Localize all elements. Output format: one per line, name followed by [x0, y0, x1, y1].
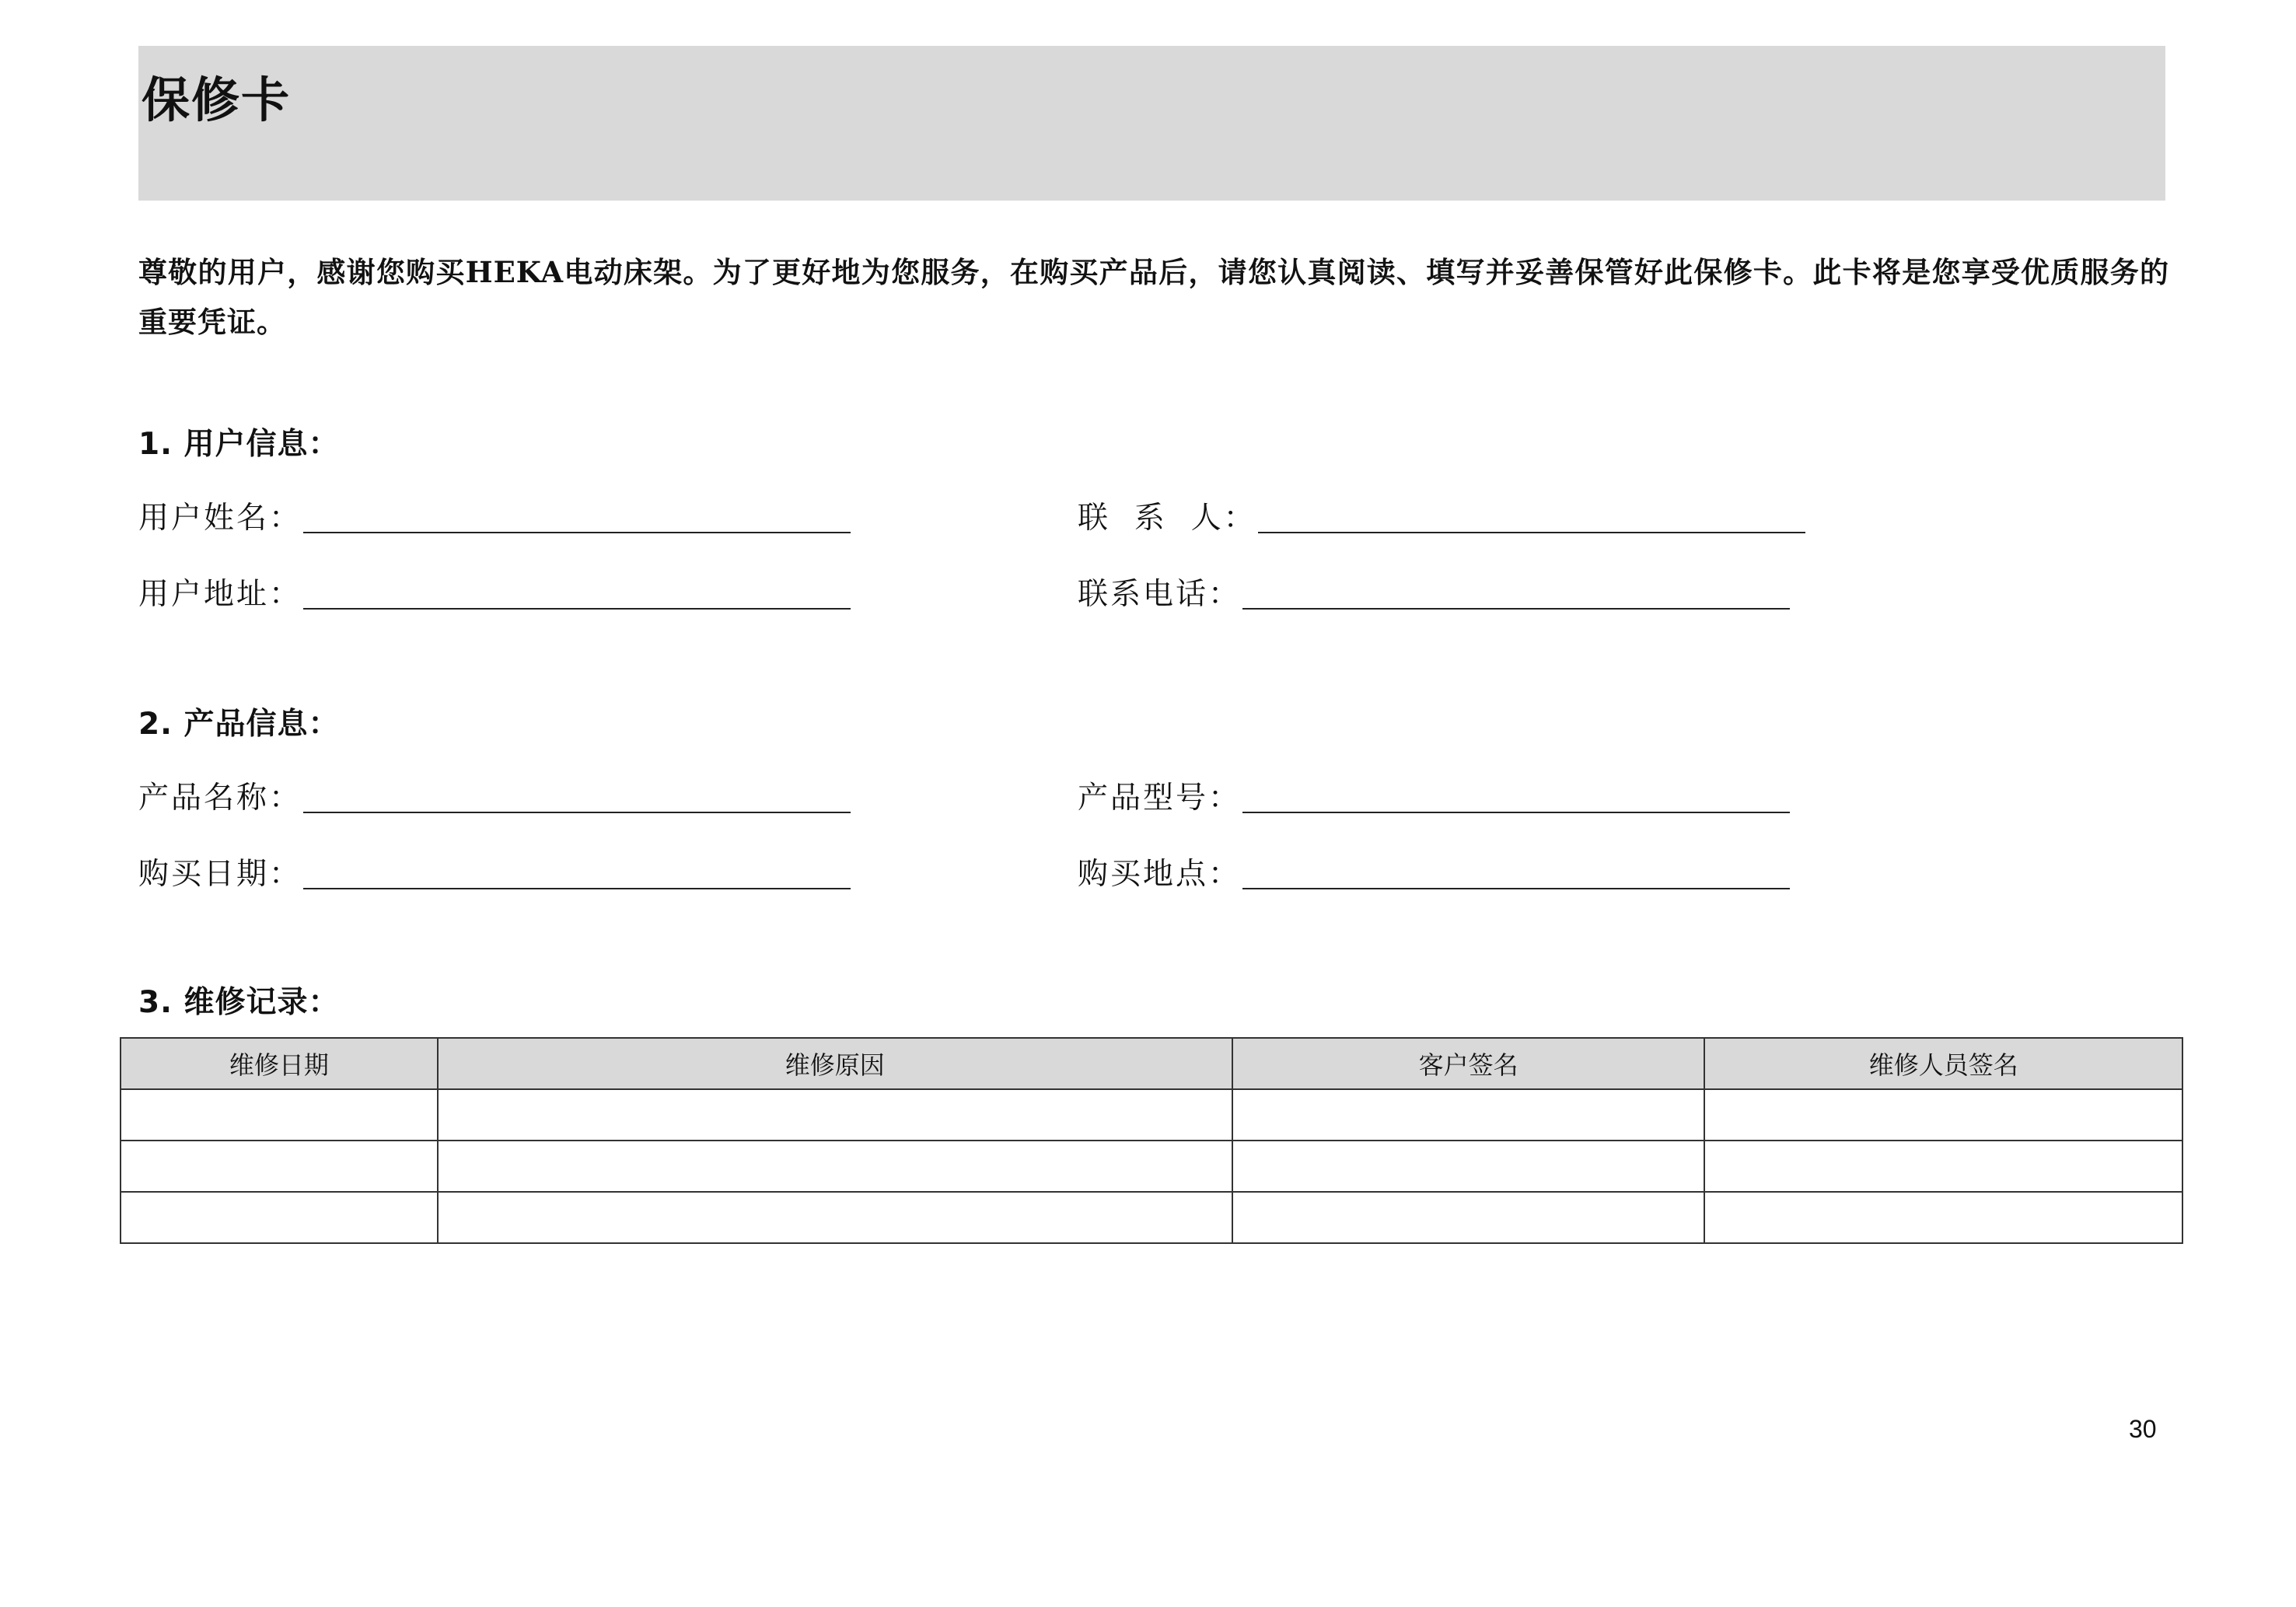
table-cell[interactable]: [1232, 1141, 1705, 1192]
field-purchase-place[interactable]: [1078, 847, 1790, 894]
field-label: 产品名称：: [138, 781, 302, 816]
field-label: 购买日期：: [138, 857, 302, 892]
title-bar: [138, 46, 2165, 201]
field-purchase-date[interactable]: [138, 847, 851, 894]
column-header-customer-signature: 客户签名: [1232, 1038, 1705, 1089]
table-cell[interactable]: [1232, 1192, 1705, 1243]
table-cell[interactable]: [121, 1192, 438, 1243]
table-cell[interactable]: [438, 1192, 1232, 1243]
product-model-input-line[interactable]: [1242, 812, 1790, 813]
column-header-repair-reason: 维修原因: [438, 1038, 1232, 1089]
field-label: 联系电话：: [1078, 577, 1242, 612]
field-user-name[interactable]: [138, 491, 851, 538]
purchase-place-input-line[interactable]: [1242, 888, 1790, 889]
table-header-row: [121, 1038, 2182, 1089]
field-contact-person[interactable]: [1078, 491, 1805, 538]
contact-person-input-line[interactable]: [1258, 532, 1805, 533]
table-cell[interactable]: [121, 1089, 438, 1141]
table-row: [121, 1192, 2182, 1243]
user-name-input-line[interactable]: [303, 532, 851, 533]
page-number: 30: [2129, 1415, 2157, 1443]
table-cell[interactable]: [1704, 1089, 2182, 1141]
field-label: 联 系 人：: [1078, 501, 1256, 536]
table-cell[interactable]: [1704, 1141, 2182, 1192]
section-heading-product-info: 2. 产品信息：: [138, 707, 340, 742]
column-header-repair-date: 维修日期: [121, 1038, 438, 1089]
field-product-model[interactable]: [1078, 771, 1790, 818]
field-label: 产品型号：: [1078, 781, 1242, 816]
table-cell[interactable]: [121, 1141, 438, 1192]
intro-paragraph: 尊敬的用户，感谢您购买HEKA电动床架。为了更好地为您服务，在购买产品后，请您认真阅读、填写并妥善保管好此保修卡。此卡将是您享受优质服务的重要凭证。: [138, 255, 2169, 339]
section-heading-repair-records: 3. 维修记录：: [138, 985, 340, 1020]
contact-phone-input-line[interactable]: [1242, 608, 1790, 610]
table-cell[interactable]: [1704, 1192, 2182, 1243]
column-header-technician-signature: 维修人员签名: [1704, 1038, 2182, 1089]
table-cell[interactable]: [1232, 1089, 1705, 1141]
user-address-input-line[interactable]: [303, 608, 851, 610]
table-cell[interactable]: [438, 1141, 1232, 1192]
page-title: 保修卡: [142, 72, 292, 128]
table-row: [121, 1089, 2182, 1141]
purchase-date-input-line[interactable]: [303, 888, 851, 889]
field-label: 用户地址：: [138, 577, 302, 612]
field-contact-phone[interactable]: [1078, 568, 1790, 614]
field-product-name[interactable]: [138, 771, 851, 818]
field-user-address[interactable]: [138, 568, 851, 614]
field-label: 用户姓名：: [138, 501, 302, 536]
table-row: [121, 1141, 2182, 1192]
section-heading-user-info: 1. 用户信息：: [138, 427, 340, 462]
table-cell[interactable]: [438, 1089, 1232, 1141]
field-label: 购买地点：: [1078, 857, 1242, 892]
product-name-input-line[interactable]: [303, 812, 851, 813]
repair-records-table: [120, 1037, 2183, 1244]
